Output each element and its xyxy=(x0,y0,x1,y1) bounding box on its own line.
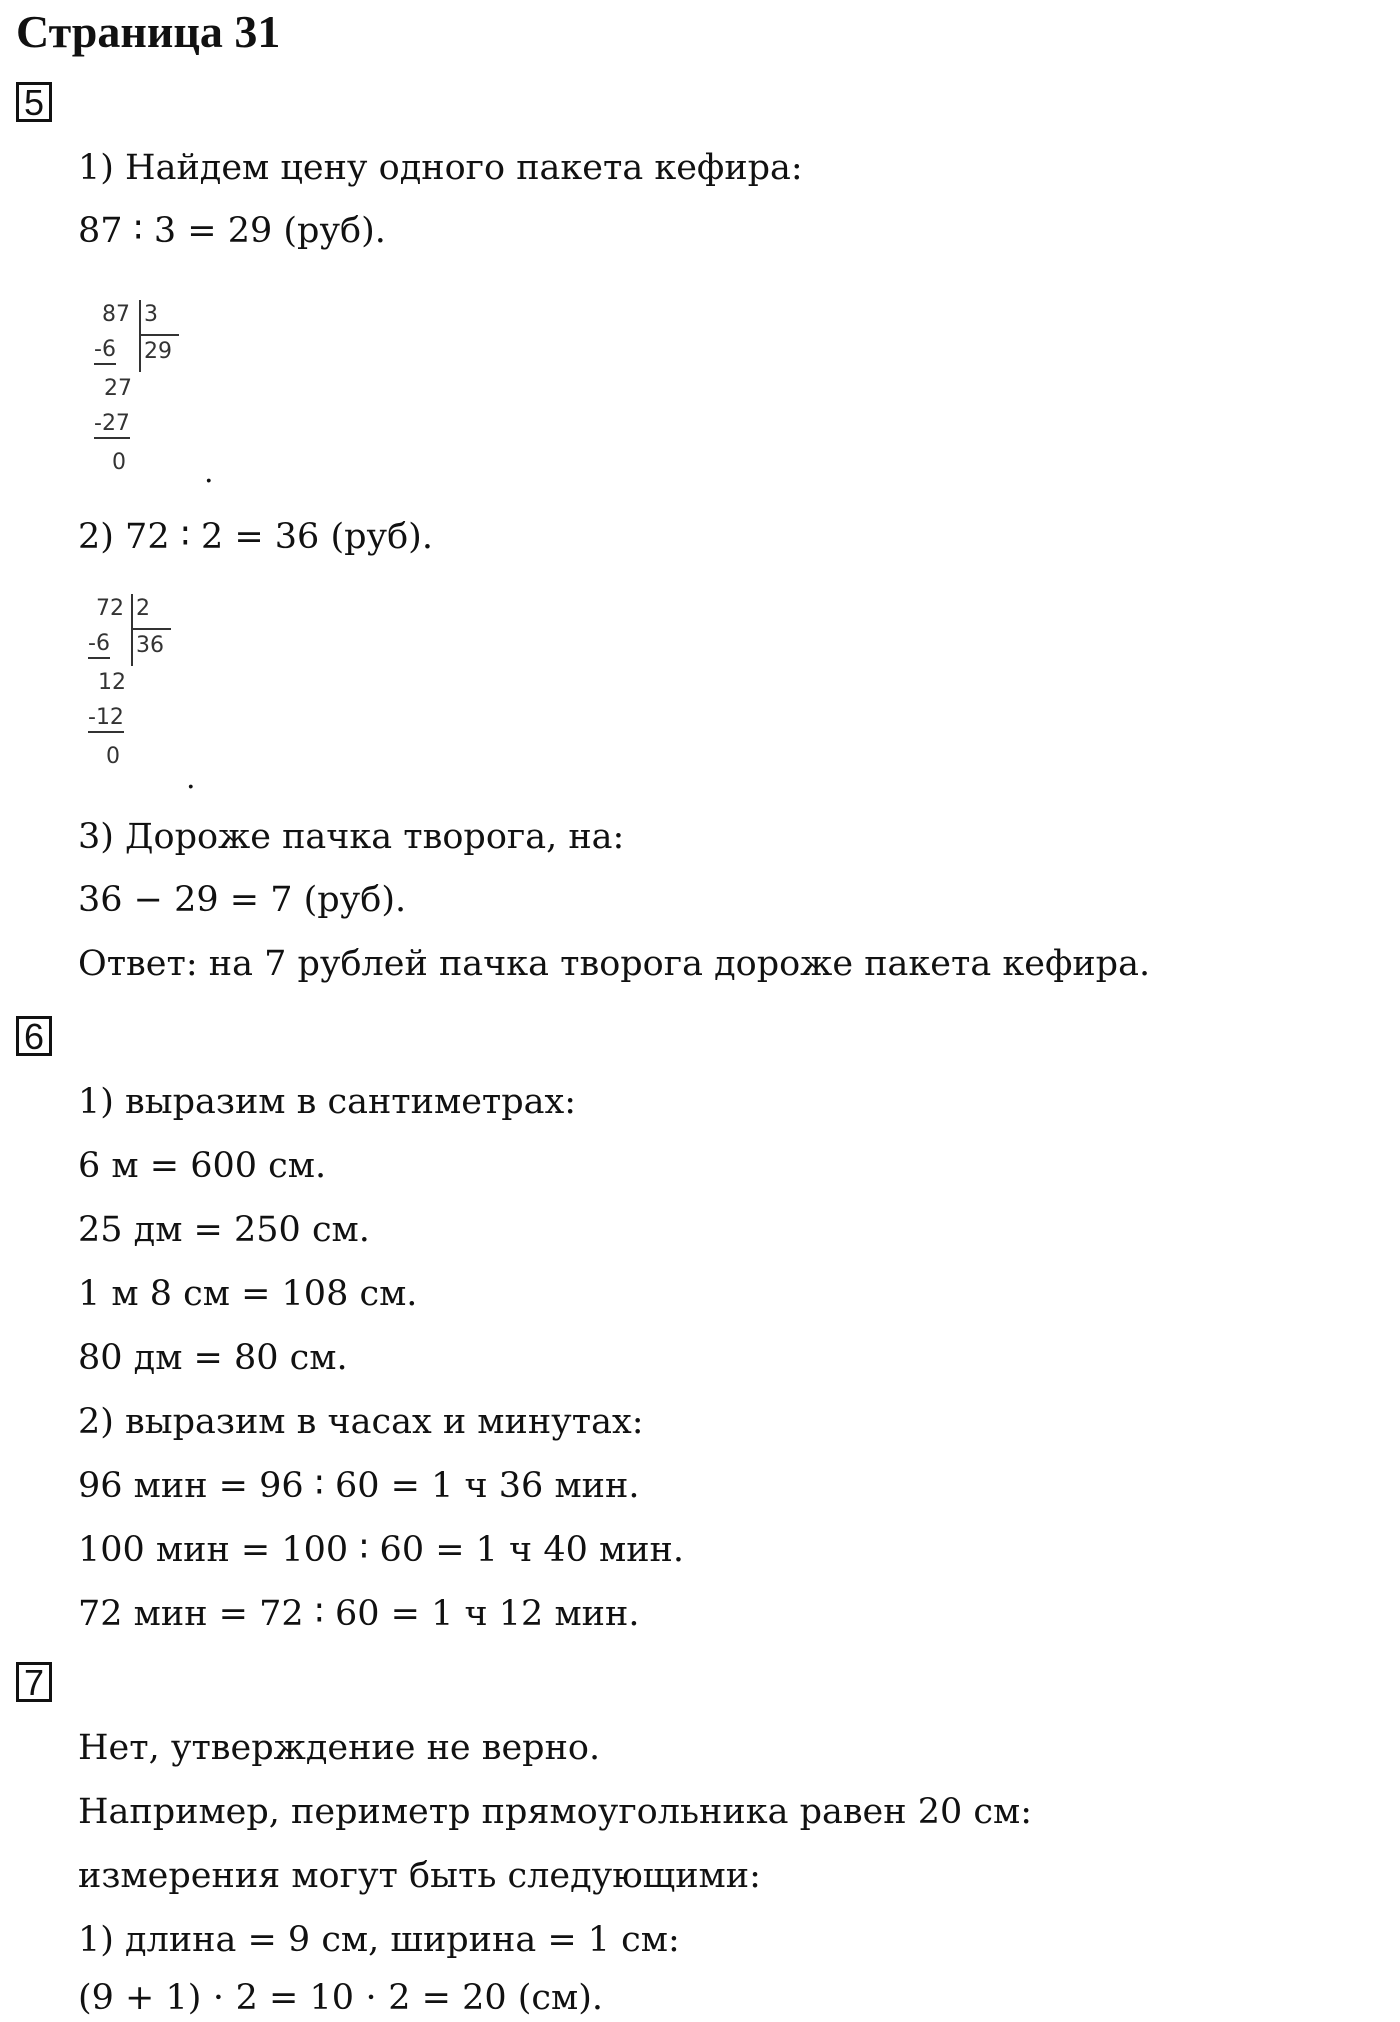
division-divisor: 3 xyxy=(144,302,158,327)
division-step-2: -27 xyxy=(94,411,130,439)
task-6-line-8: 100 мин = 100 ∶ 60 = 1 ч 40 мин. xyxy=(78,1530,684,1570)
task-6-line-7: 96 мин = 96 ∶ 60 = 1 ч 36 мин. xyxy=(78,1466,640,1506)
division-trailing-dot: . xyxy=(186,761,196,796)
division-dividend: 72 xyxy=(96,596,124,621)
task-5-answer: Ответ: на 7 рублей пачка творога дороже пакета кефира. xyxy=(78,944,1151,984)
task-7-line-1: Нет, утверждение не верно. xyxy=(78,1728,601,1768)
division-remainder: 0 xyxy=(112,450,126,475)
long-division-72-by-2 xyxy=(88,590,184,780)
task-number-5: 5 xyxy=(16,82,52,122)
division-quotient: 36 xyxy=(136,633,164,658)
division-horizontal-line xyxy=(131,628,171,630)
task-5-line-2: 87 ∶ 3 = 29 (руб). xyxy=(78,211,386,251)
task-7-line-5: (9 + 1) ⋅ 2 = 10 ⋅ 2 = 20 (см). xyxy=(78,1978,604,2018)
division-remainder: 0 xyxy=(106,744,120,769)
division-vertical-line xyxy=(139,300,141,372)
task-6-line-5: 80 дм = 80 см. xyxy=(78,1338,348,1378)
division-remainder-1: 12 xyxy=(98,670,126,695)
task-6-line-1: 1) выразим в сантиметрах: xyxy=(78,1082,577,1122)
division-step-2: -12 xyxy=(88,705,124,733)
task-7-line-4: 1) длина = 9 см, ширина = 1 см: xyxy=(78,1920,680,1960)
division-dividend: 87 xyxy=(102,302,130,327)
division-step-1: -6 xyxy=(94,337,116,365)
division-quotient: 29 xyxy=(144,339,172,364)
task-7-line-3: измерения могут быть следующими: xyxy=(78,1856,761,1896)
division-horizontal-line xyxy=(139,334,179,336)
task-5-line-5: 36 − 29 = 7 (руб). xyxy=(78,880,407,920)
task-6-line-6: 2) выразим в часах и минутах: xyxy=(78,1402,644,1442)
task-6-line-3: 25 дм = 250 см. xyxy=(78,1210,370,1250)
task-6-line-2: 6 м = 600 см. xyxy=(78,1146,327,1186)
task-number-7: 7 xyxy=(16,1662,52,1702)
page-title: Страница 31 xyxy=(16,6,281,57)
division-vertical-line xyxy=(131,594,133,666)
task-number-6: 6 xyxy=(16,1016,52,1056)
long-division-87-by-3 xyxy=(94,296,190,486)
task-6-line-4: 1 м 8 см = 108 см. xyxy=(78,1274,418,1314)
task-6-line-9: 72 мин = 72 ∶ 60 = 1 ч 12 мин. xyxy=(78,1594,640,1634)
division-divisor: 2 xyxy=(136,596,150,621)
division-remainder-1: 27 xyxy=(104,376,132,401)
division-step-1: -6 xyxy=(88,631,110,659)
task-7-line-2: Например, периметр прямоугольника равен 20 см: xyxy=(78,1792,1032,1832)
task-5-line-1: 1) Найдем цену одного пакета кефира: xyxy=(78,148,803,188)
division-trailing-dot: . xyxy=(204,455,214,490)
task-5-line-4: 3) Дороже пачка творога, на: xyxy=(78,817,625,857)
task-5-line-3: 2) 72 ∶ 2 = 36 (руб). xyxy=(78,517,433,557)
